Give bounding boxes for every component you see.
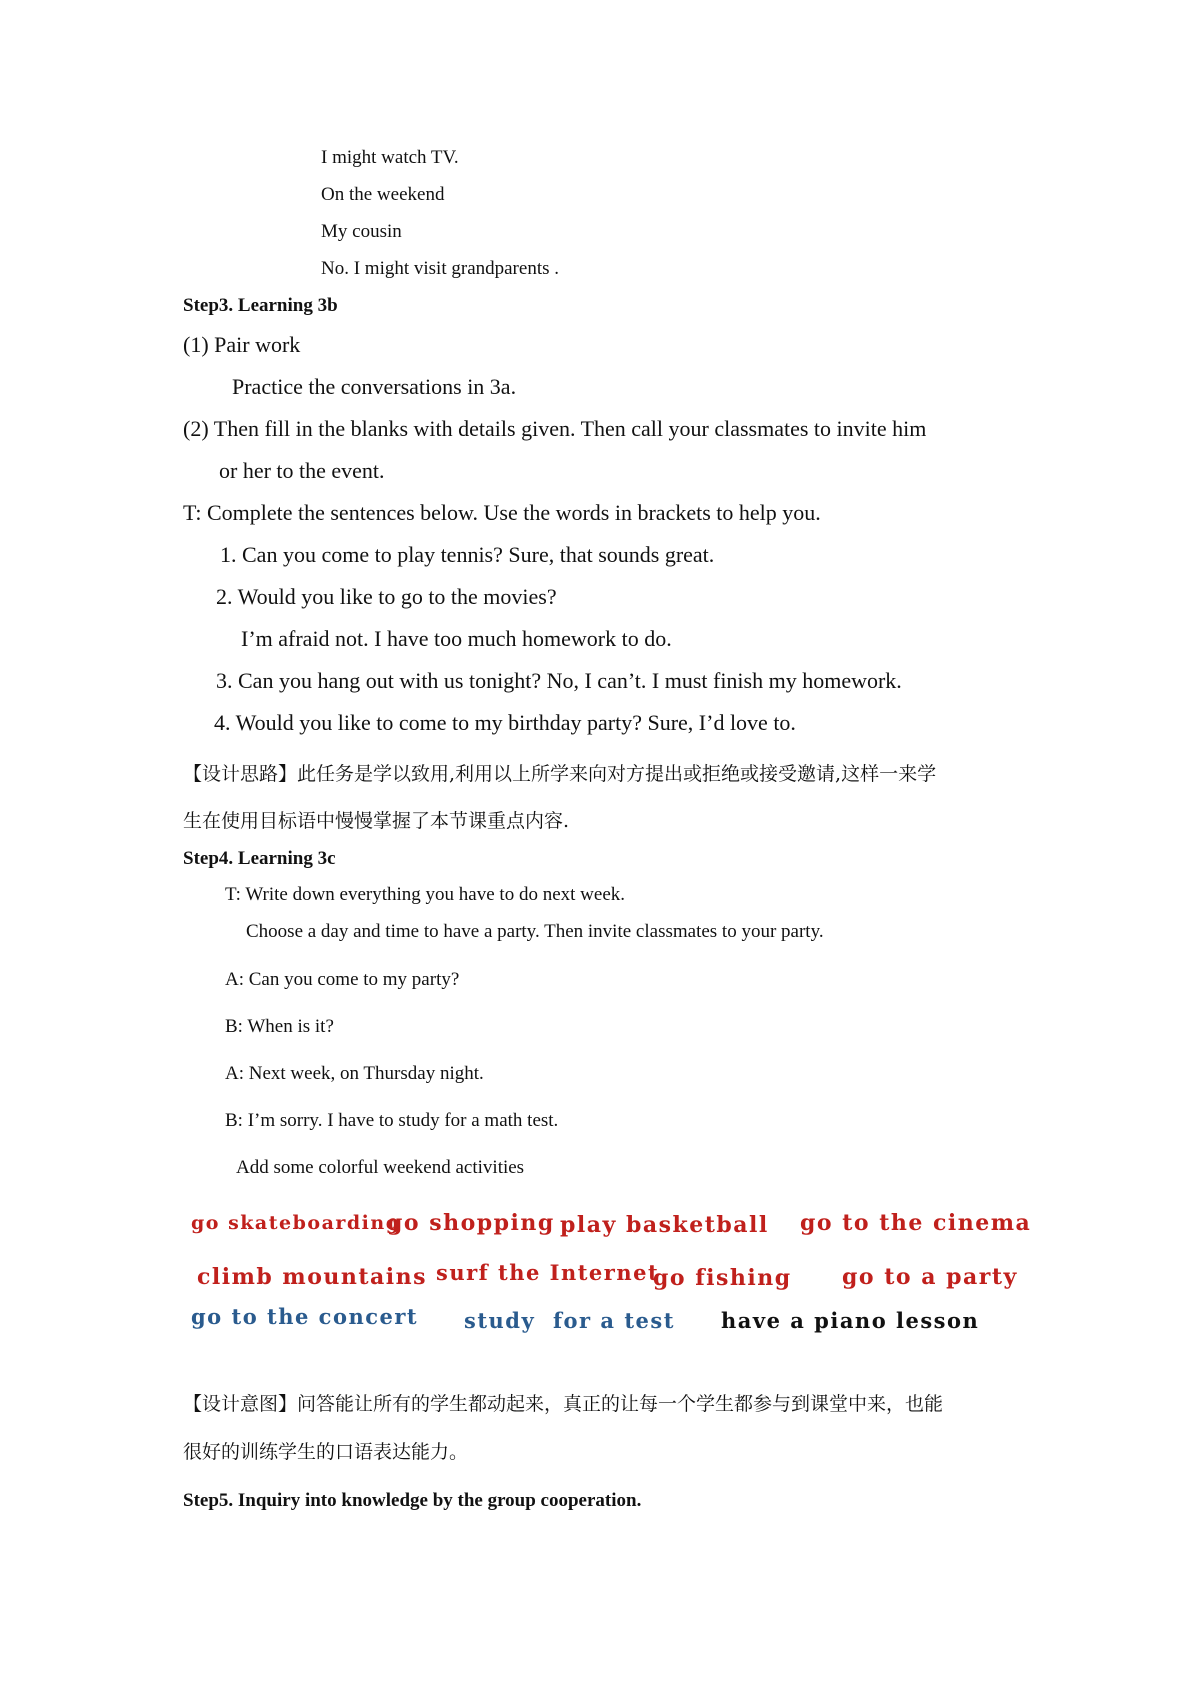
dialog-line-2: B: When is it? xyxy=(225,1016,334,1037)
exercise-item-1: 1. Can you come to play tennis? Sure, that sounds great. xyxy=(220,542,715,567)
activity-climb-mountains: climb mountains xyxy=(197,1264,428,1290)
dialog-line-4: B: I’m sorry. I have to study for a math test. xyxy=(225,1110,559,1131)
step5-title: Step5. Inquiry into knowledge by the group cooperation. xyxy=(183,1490,642,1511)
dialog-line-1: A: Can you come to my party? xyxy=(225,969,460,990)
activity-for-a-test: for a test xyxy=(553,1308,675,1333)
activity-go-to-the-concert: go to the concert xyxy=(191,1304,419,1329)
step4-title: Step4. Learning 3c xyxy=(183,848,336,869)
activity-study: study xyxy=(464,1308,536,1333)
activity-play-basketball: play basketball xyxy=(560,1212,769,1238)
activity-go-fishing: go fishing xyxy=(653,1265,792,1291)
exercise-item-3: 3. Can you hang out with us tonight? No, I can’t. I must finish my homework. xyxy=(216,668,902,693)
activity-go-to-the-cinema: go to the cinema xyxy=(800,1210,1032,1236)
intro-line-4: No. I might visit grandparents . xyxy=(321,258,559,279)
activity-go-skateboarding: go skateboarding xyxy=(191,1212,401,1234)
step4-teacher-line: T: Write down everything you have to do next week. xyxy=(225,884,626,905)
design-rationale-line1: 【设计思路】此任务是学以致用,利用以上所学来向对方提出或拒绝或接受邀请,这样一来学 xyxy=(183,763,937,785)
activity-have-a-piano-lesson: have a piano lesson xyxy=(721,1308,980,1333)
design-rationale-line2: 生在使用目标语中慢慢掌握了本节课重点内容. xyxy=(183,810,570,832)
exercise-item-2: 2. Would you like to go to the movies? xyxy=(216,584,557,609)
exercise-item-2-answer: I’m afraid not. I have too much homework to do. xyxy=(241,626,672,651)
teacher-instruction: T: Complete the sentences below. Use the words in brackets to help you. xyxy=(183,500,821,525)
intro-line-1: I might watch TV. xyxy=(321,147,459,168)
fill-blanks-instruction-line2: or her to the event. xyxy=(219,458,385,483)
activity-surf-the-internet: surf the Internet xyxy=(436,1260,660,1285)
activity-go-shopping: go shopping xyxy=(387,1210,555,1236)
add-activities-line: Add some colorful weekend activities xyxy=(236,1157,525,1178)
fill-blanks-instruction-line1: (2) Then fill in the blanks with details given. Then call your classmates to invite him xyxy=(183,416,927,441)
design-intent-line2: 很好的训练学生的口语表达能力。 xyxy=(183,1441,469,1463)
activity-go-to-a-party: go to a party xyxy=(842,1264,1018,1290)
intro-line-3: My cousin xyxy=(321,221,402,242)
exercise-item-4: 4. Would you like to come to my birthday party? Sure, I’d love to. xyxy=(214,710,796,735)
step4-choose-line: Choose a day and time to have a party. Then invite classmates to your party. xyxy=(246,921,824,942)
intro-line-2: On the weekend xyxy=(321,184,445,205)
practice-instruction: Practice the conversations in 3a. xyxy=(232,374,517,399)
step3-title: Step3. Learning 3b xyxy=(183,295,338,316)
design-intent-line1: 【设计意图】问答能让所有的学生都动起来，真正的让每一个学生都参与到课堂中来，也能 xyxy=(183,1393,944,1415)
pair-work-heading: (1) Pair work xyxy=(183,332,301,357)
dialog-line-3: A: Next week, on Thursday night. xyxy=(225,1063,484,1084)
